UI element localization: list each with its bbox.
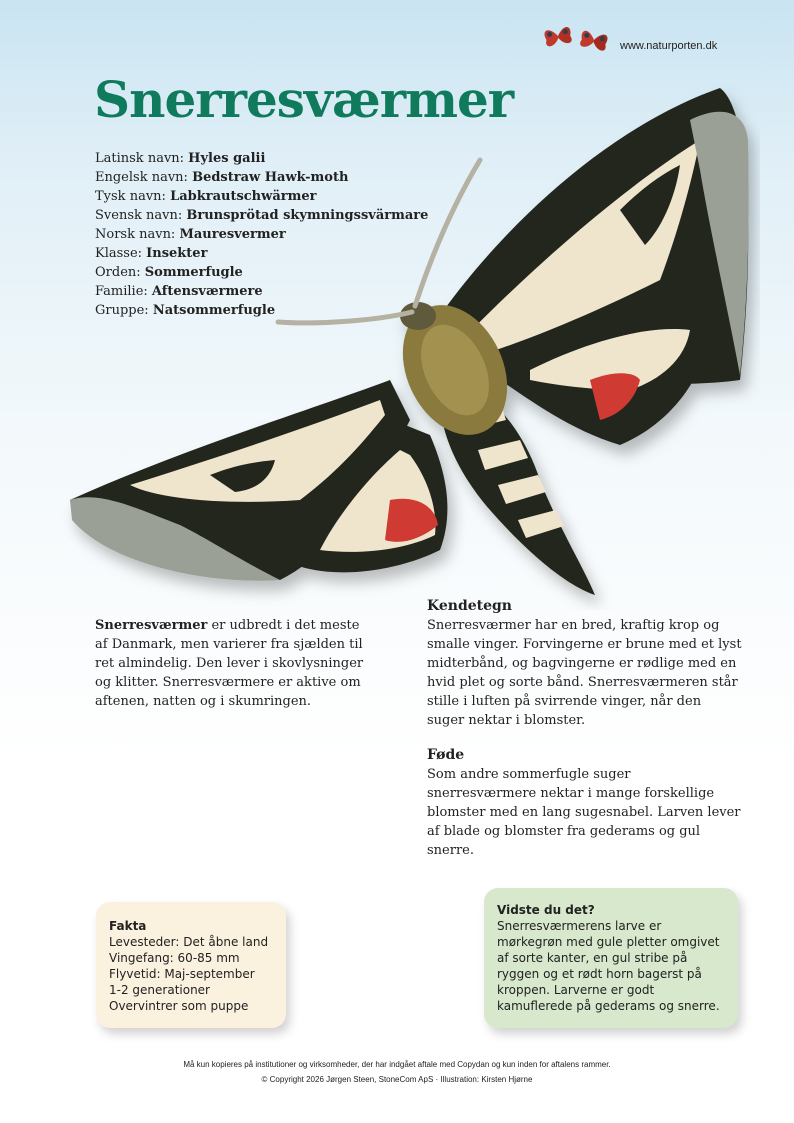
kendetegn-heading: Kendetegn — [427, 598, 512, 614]
fakta-heading: Fakta — [109, 919, 147, 933]
fakta-line: Vingefang: 60-85 mm — [109, 951, 240, 965]
name-row: Norsk navn: Mauresvermer — [95, 227, 286, 242]
vidste-box — [484, 888, 738, 1028]
page-title: Snerresværmer — [94, 70, 514, 129]
name-row: Latinsk navn: Hyles galii — [95, 151, 266, 166]
fakta-line: Levesteder: Det åbne land — [109, 935, 269, 949]
name-row: Tysk navn: Labkrautschwärmer — [95, 189, 317, 204]
fode-heading: Føde — [427, 747, 465, 763]
copyright-credit: © Copyright 2026 Jørgen Steen, StoneCom ApS · Illustration: Kirsten Hjørne — [261, 1075, 533, 1084]
fode-section — [427, 746, 742, 860]
fakta-line: 1-2 generationer — [109, 983, 210, 997]
name-row: Gruppe: Natsommerfugle — [95, 303, 276, 318]
fakta-box — [96, 902, 286, 1028]
vidste-heading: Vidste du det? — [497, 903, 595, 917]
butterflies-logo-icon — [538, 18, 618, 56]
fakta-line: Overvintrer som puppe — [109, 999, 249, 1013]
name-row: Familie: Aftensværmere — [95, 284, 263, 299]
moth-illustration — [60, 80, 760, 610]
fode-text: Som andre sommerfugle suger snerresværmere nektar i mange forskellige blomster med en lang sugesnabel. Larven lever af blade og blomster fra gederams og gul snerre. — [427, 767, 741, 858]
intro-text: Snerresværmer er udbredt i det meste af Danmark, men varierer fra sjælden til ret almindelig. Den lever i skovlysninger og klitter. Snerresværmere er aktive om aftenen, natten og i skumringen. — [95, 618, 364, 709]
kendetegn-text: Snerresværmer har en bred, kraftig krop og smalle vinger. Forvingerne er brune med et lyst midterbånd, og bagvingerne er rødlige med en hvid plet og sorte bånd. Snerresværmeren står stille i luften på svirrende vinger, når den suger nektar i blomster. — [427, 618, 742, 728]
name-row: Orden: Sommerfugle — [95, 265, 243, 280]
kendetegn-section — [427, 597, 742, 730]
name-row: Svensk navn: Brunsprötad skymningssvärmare — [95, 208, 429, 223]
name-row: Engelsk navn: Bedstraw Hawk-moth — [95, 170, 349, 185]
fakta-line: Flyvetid: Maj-september — [109, 967, 255, 981]
name-row: Klasse: Insekter — [95, 246, 208, 261]
site-url[interactable]: www.naturporten.dk — [620, 40, 718, 52]
vidste-text: Snerresværmerens larve er mørkegrøn med gule pletter omgivet af sorte kanter, en gul stribe på ryggen og et rødt horn bagerst på kroppen. Larverne er godt kamuflerede på gederams og snerre. — [497, 919, 720, 1013]
copyright-notice: Må kun kopieres på institutioner og virksomheder, der har indgået aftale med Copydan og kun inden for aftalens rammer. — [183, 1060, 611, 1069]
